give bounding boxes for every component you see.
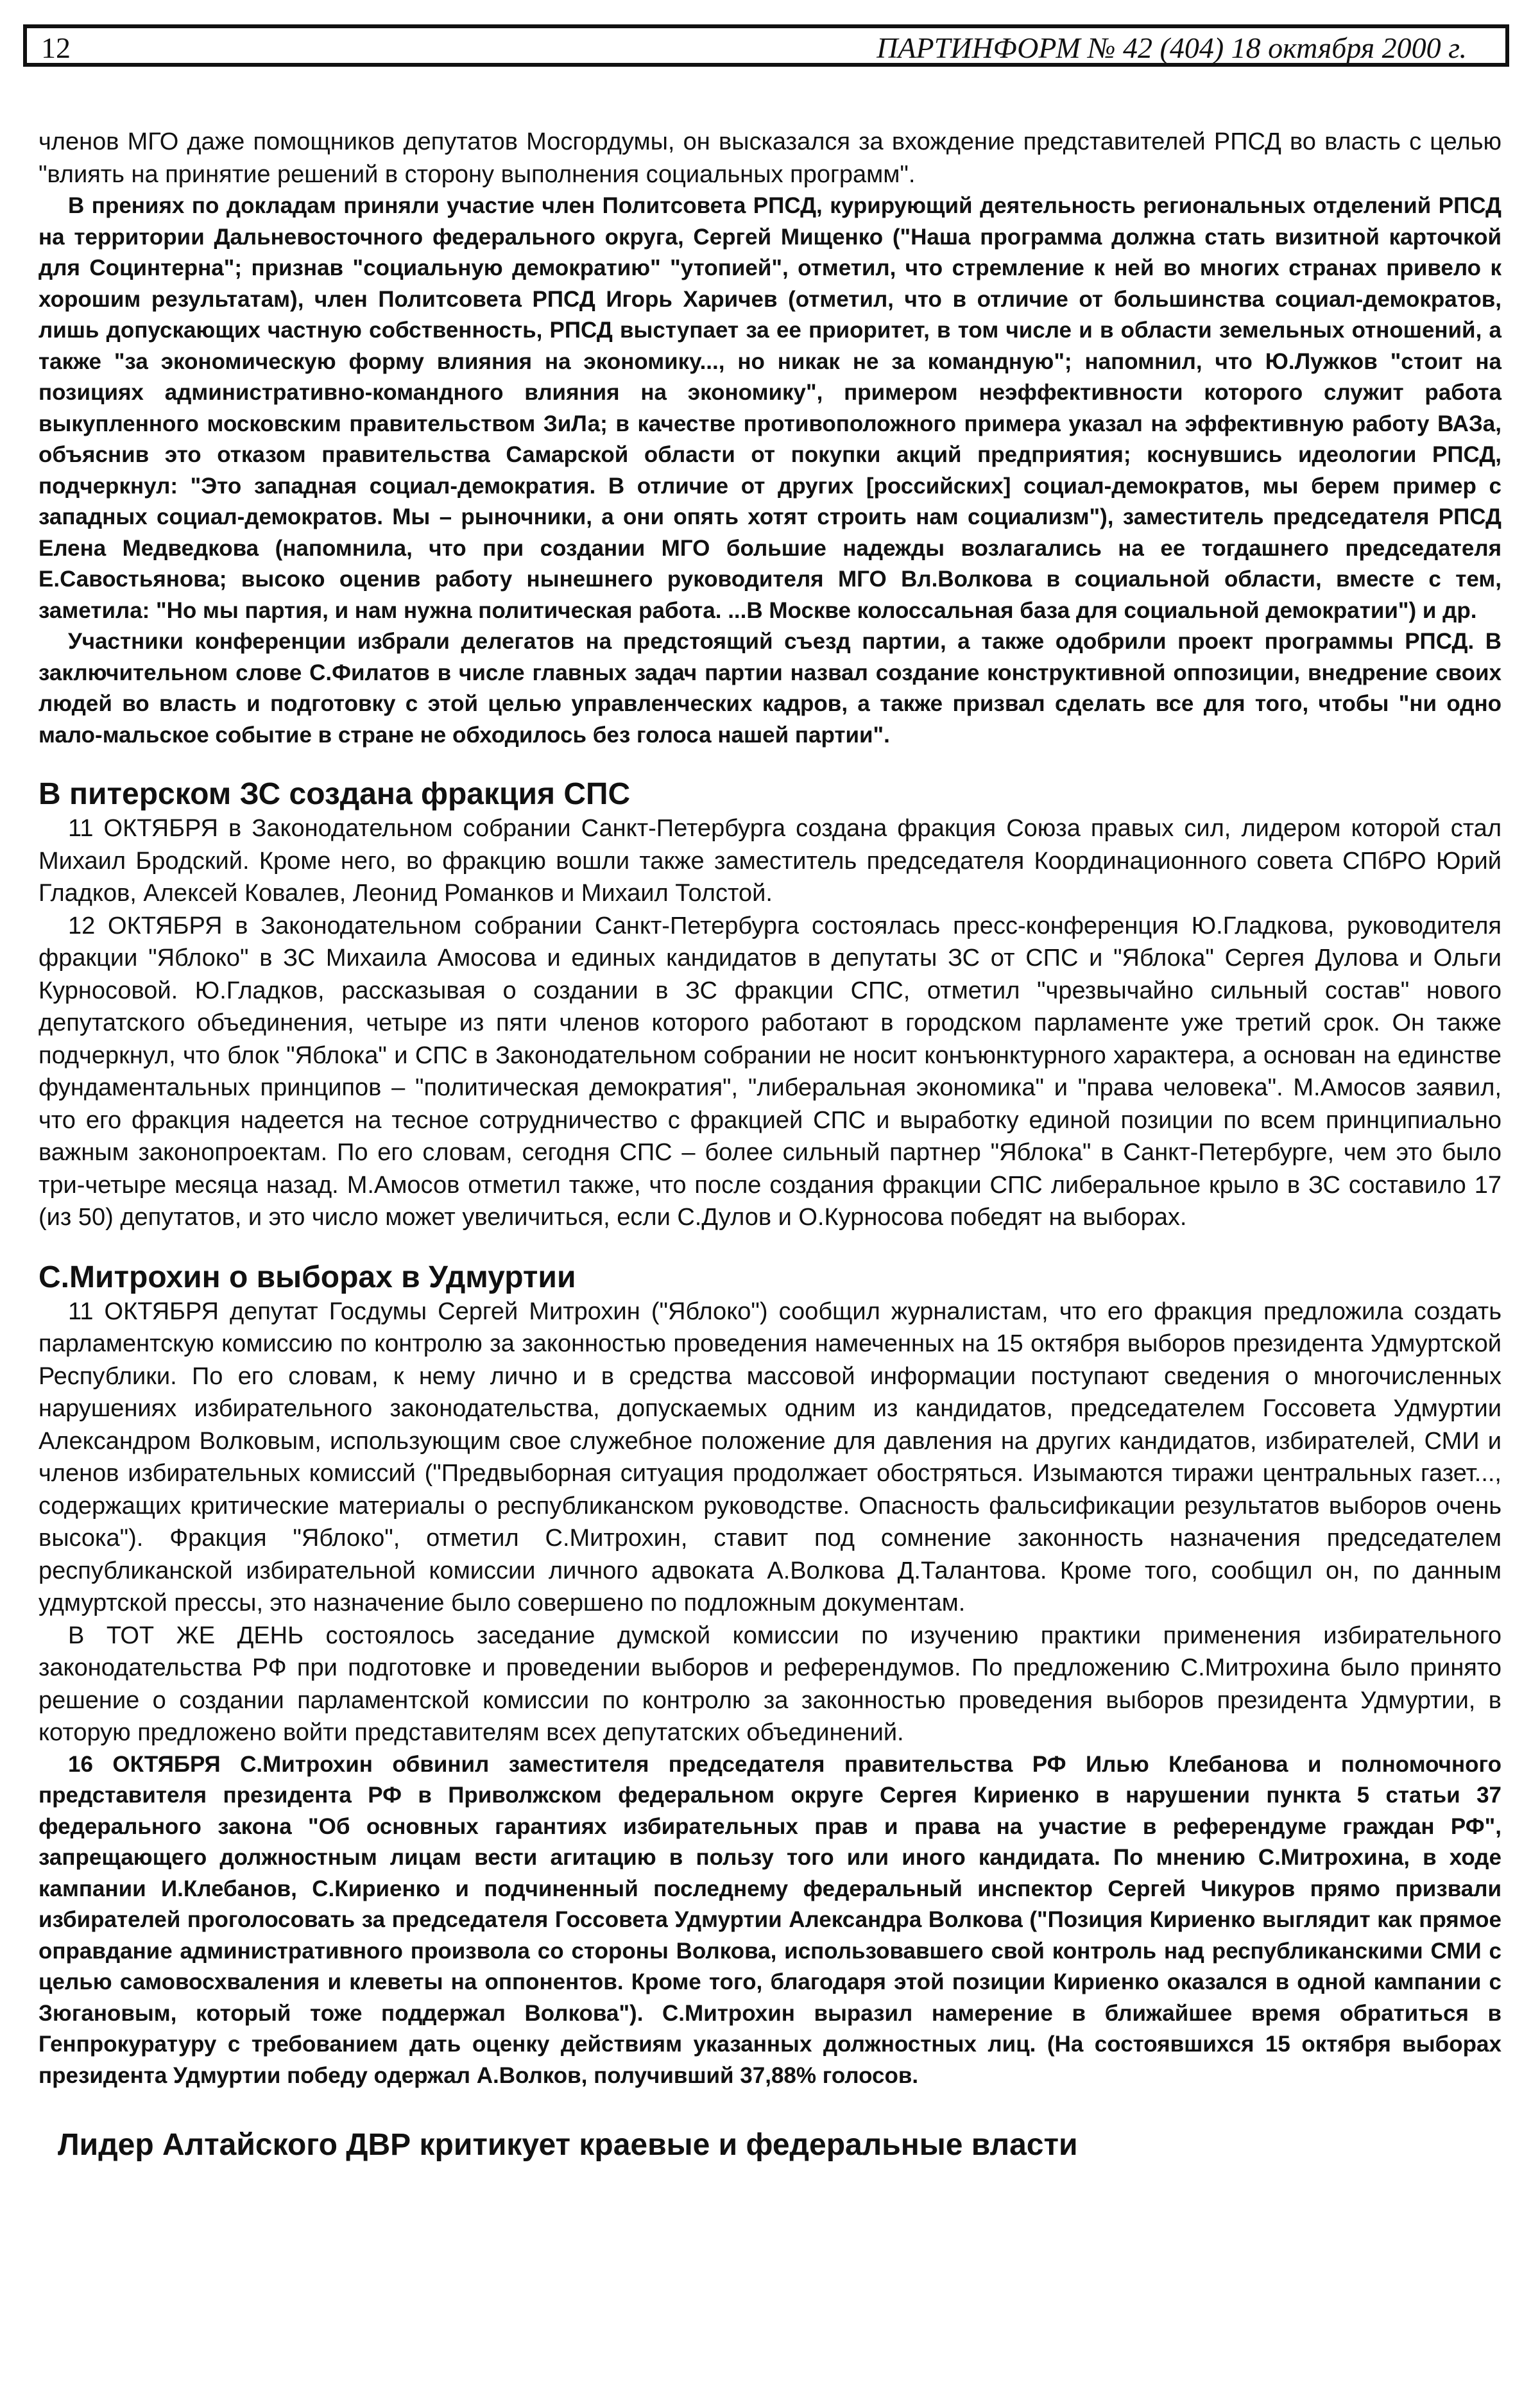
intro-paragraph-3: Участники конференции избрали делегатов на предстоящий съезд партии, а также одобрили проект программы РПСД. В заключительном слове С.Филатов в числе главных задач партии назвал создание конструктивной оппозиции, внедрение своих людей во власть и подготовку с этой целью управленческих кадров, а также призвал сделать все для того, чтобы "ни одно мало-мальское событие в стране не обходилось без голоса нашей партии".: [38, 629, 1502, 748]
page-number: 12: [41, 31, 71, 64]
section-2-heading: С.Митрохин о выборах в Удмуртии: [38, 1260, 576, 1294]
section-1-heading: В питерском ЗС создана фракция СПС: [38, 777, 631, 811]
issue-title: ПАРТИНФОРМ № 42 (404) 18 октября 2000 г.: [877, 31, 1467, 64]
section-2-paragraph-2: В ТОТ ЖЕ ДЕНЬ состоялось заседание думской комиссии по изучению практики применения избирательного законодательства РФ при подготовке и проведении выборов и референдумов. По предложению С.Митрохина было принято решение о создании парламентской комиссии по контролю за законностью проведения выборов президента Удмуртии, в которую предложено войти представителям всех депутатских объединений.: [38, 1622, 1502, 1746]
section-2-paragraph-3: 16 ОКТЯБРЯ С.Митрохин обвинил заместителя председателя правительства РФ Илью Клебанова и полномочного представителя президента РФ в Приволжском федеральном округе Сергея Кириенко в нарушении пункта 5 статьи 37 федерального закона "Об основных гарантиях избирательных прав и права на участие в референдуме граждан РФ", запрещающего должностным лицам вести агитацию в пользу того или иного кандидата. По мнению С.Митрохина, в ходе кампании И.Клебанов, С.Кириенко и подчиненный последнему федеральный инспектор Сергей Чикуров прямо призвали избирателей проголосовать за председателя Госсовета Удмуртии Александра Волкова ("Позиция Кириенко выглядит как прямое оправдание административного произвола со стороны Волкова, использовавшего свой контроль над республиканскими СМИ с целью самовосхваления и клеветы на оппонентов. Кроме того, благодаря этой позиции Кириенко оказался в одной кампании с Зюгановым, который тоже поддержал Волкова"). С.Митрохин выразил намерение в ближайшее время обратиться в Генпрокуратуру с требованием дать оценку действиям указанных должностных лиц. (На состоявшихся 15 октября выборах президента Удмуртии победу одержал А.Волков, получивший 37,88% голосов.: [38, 1751, 1502, 2088]
intro-paragraph-2: В прениях по докладам приняли участие член Политсовета РПСД, курирующий деятельность региональных отделений РПСД на территории Дальневосточного федерального округа, Сергей Мищенко ("Наша программа должна стать визитной карточкой для Социнтерна"; признав "социальную демократию" "утопией", отметил, что стремление к ней во многих странах привело к хорошим результатам), член Политсовета РПСД Игорь Харичев (отметил, что в отличие от большинства социал-демократов, лишь допускающих частную собственность, РПСД выступает за ее приоритет, в том числе и в области земельных отношений, а также "за экономическую форму влияния на экономику..., но никак не за командную"; напомнил, что Ю.Лужков "стоит на позициях административно-командного влияния на экономику", примером неэффективности которого служит работа выкупленного московским правительством ЗиЛа; в качестве противоположного примера указал на эффективную работу ВАЗа, объяснив это отказом правительства Самарской области от покупки акций предприятия; коснувшись идеологии РПСД, подчеркнул: "Это западная социал-демократия. В отличие от других [российских] социал-демократов, мы берем пример с западных социал-демократов. Мы – рыночники, а они опять хотят строить нам социализм"), заместитель председателя РПСД Елена Медведкова (напомнила, что при создании МГО большие надежды возлагались на ее тогдашнего председателя Е.Савостьянова; высоко оценив работу нынешнего руководителя МГО Вл.Волкова в социальной области, вместе с тем, заметила: "Но мы партия, и нам нужна политическая работа. ...В Москве колоссальная база для социальной демократии") и др.: [38, 193, 1502, 623]
article-body: [38, 126, 1502, 2163]
section-2-paragraph-1: 11 ОКТЯБРЯ депутат Госдумы Сергей Митрохин ("Яблоко") сообщил журналистам, что его фракция предложила создать парламентскую комиссию по контролю за законностью проведения намеченных на 15 октября выборов президента Удмуртской Республики. По его словам, к нему лично и в средства массовой информации поступают сведения о многочисленных нарушениях избирательного законодательства, допускаемых одним из кандидатов, председателем Госсовета Удмуртии Александром Волковым, использующим свое служебное положение для давления на других кандидатов, избирателей, СМИ и членов избирательных комиссий ("Предвыборная ситуация продолжает обостряться. Изымаются тиражи центральных газет..., содержащих критические материалы о республиканском руководстве. Опасность фальсификации результатов выборов очень высока"). Фракция "Яблоко", отметил С.Митрохин, ставит под сомнение законность назначения председателем республиканской избирательной комиссии личного адвоката А.Волкова Д.Талантова. Кроме того, сообщил он, по данным удмуртской прессы, это назначение было совершено по подложным документам.: [38, 1298, 1502, 1616]
section-3-heading: Лидер Алтайского ДВР критикует краевые и федеральные власти: [58, 2128, 1078, 2162]
section-1-paragraph-1: 11 ОКТЯБРЯ в Законодательном собрании Санкт-Петербурга создана фракция Союза правых сил, лидером которой стал Михаил Бродский. Кроме него, во фракцию вошли также заместитель председателя Координационного совета СПбРО Юрий Гладков, Алексей Ковалев, Леонид Романков и Михаил Толстой.: [38, 815, 1502, 907]
intro-paragraph-1: членов МГО даже помощников депутатов Мосгордумы, он высказался за вхождение представителей РПСД во власть с целью "влиять на принятие решений в сторону выполнения социальных программ".: [38, 128, 1502, 188]
section-1-paragraph-2: 12 ОКТЯБРЯ в Законодательном собрании Санкт-Петербурга состоялась пресс-конференция Ю.Гладкова, руководителя фракции "Яблоко" в ЗС Михаила Амосова и единых кандидатов в депутаты ЗС от СПС и "Яблока" Сергея Дулова и Ольги Курносовой. Ю.Гладков, рассказывая о создании в ЗС фракции СПС, отметил "чрезвычайно сильный состав" нового депутатского объединения, четыре из пяти членов которого работают в городском парламенте уже третий срок. Он также подчеркнул, что блок "Яблока" и СПС в Законодательном собрании не носит конъюнктурного характера, а основан на единстве фундаментальных принципов – "политическая демократия", "либеральная экономика" и "права человека". М.Амосов заявил, что его фракция надеется на тесное сотрудничество с фракцией СПС и выработку единой позиции по всем принципиально важным законопроектам. По его словам, сегодня СПС – более сильный партнер "Яблока" в Санкт-Петербурге, чем это было три-четыре месяца назад. М.Амосов отметил также, что после создания фракции СПС либеральное крыло в ЗС составило 17 (из 50) депутатов, и это число может увеличиться, если С.Дулов и О.Курносова победят на выборах.: [38, 912, 1502, 1231]
page-header: [23, 24, 1509, 67]
